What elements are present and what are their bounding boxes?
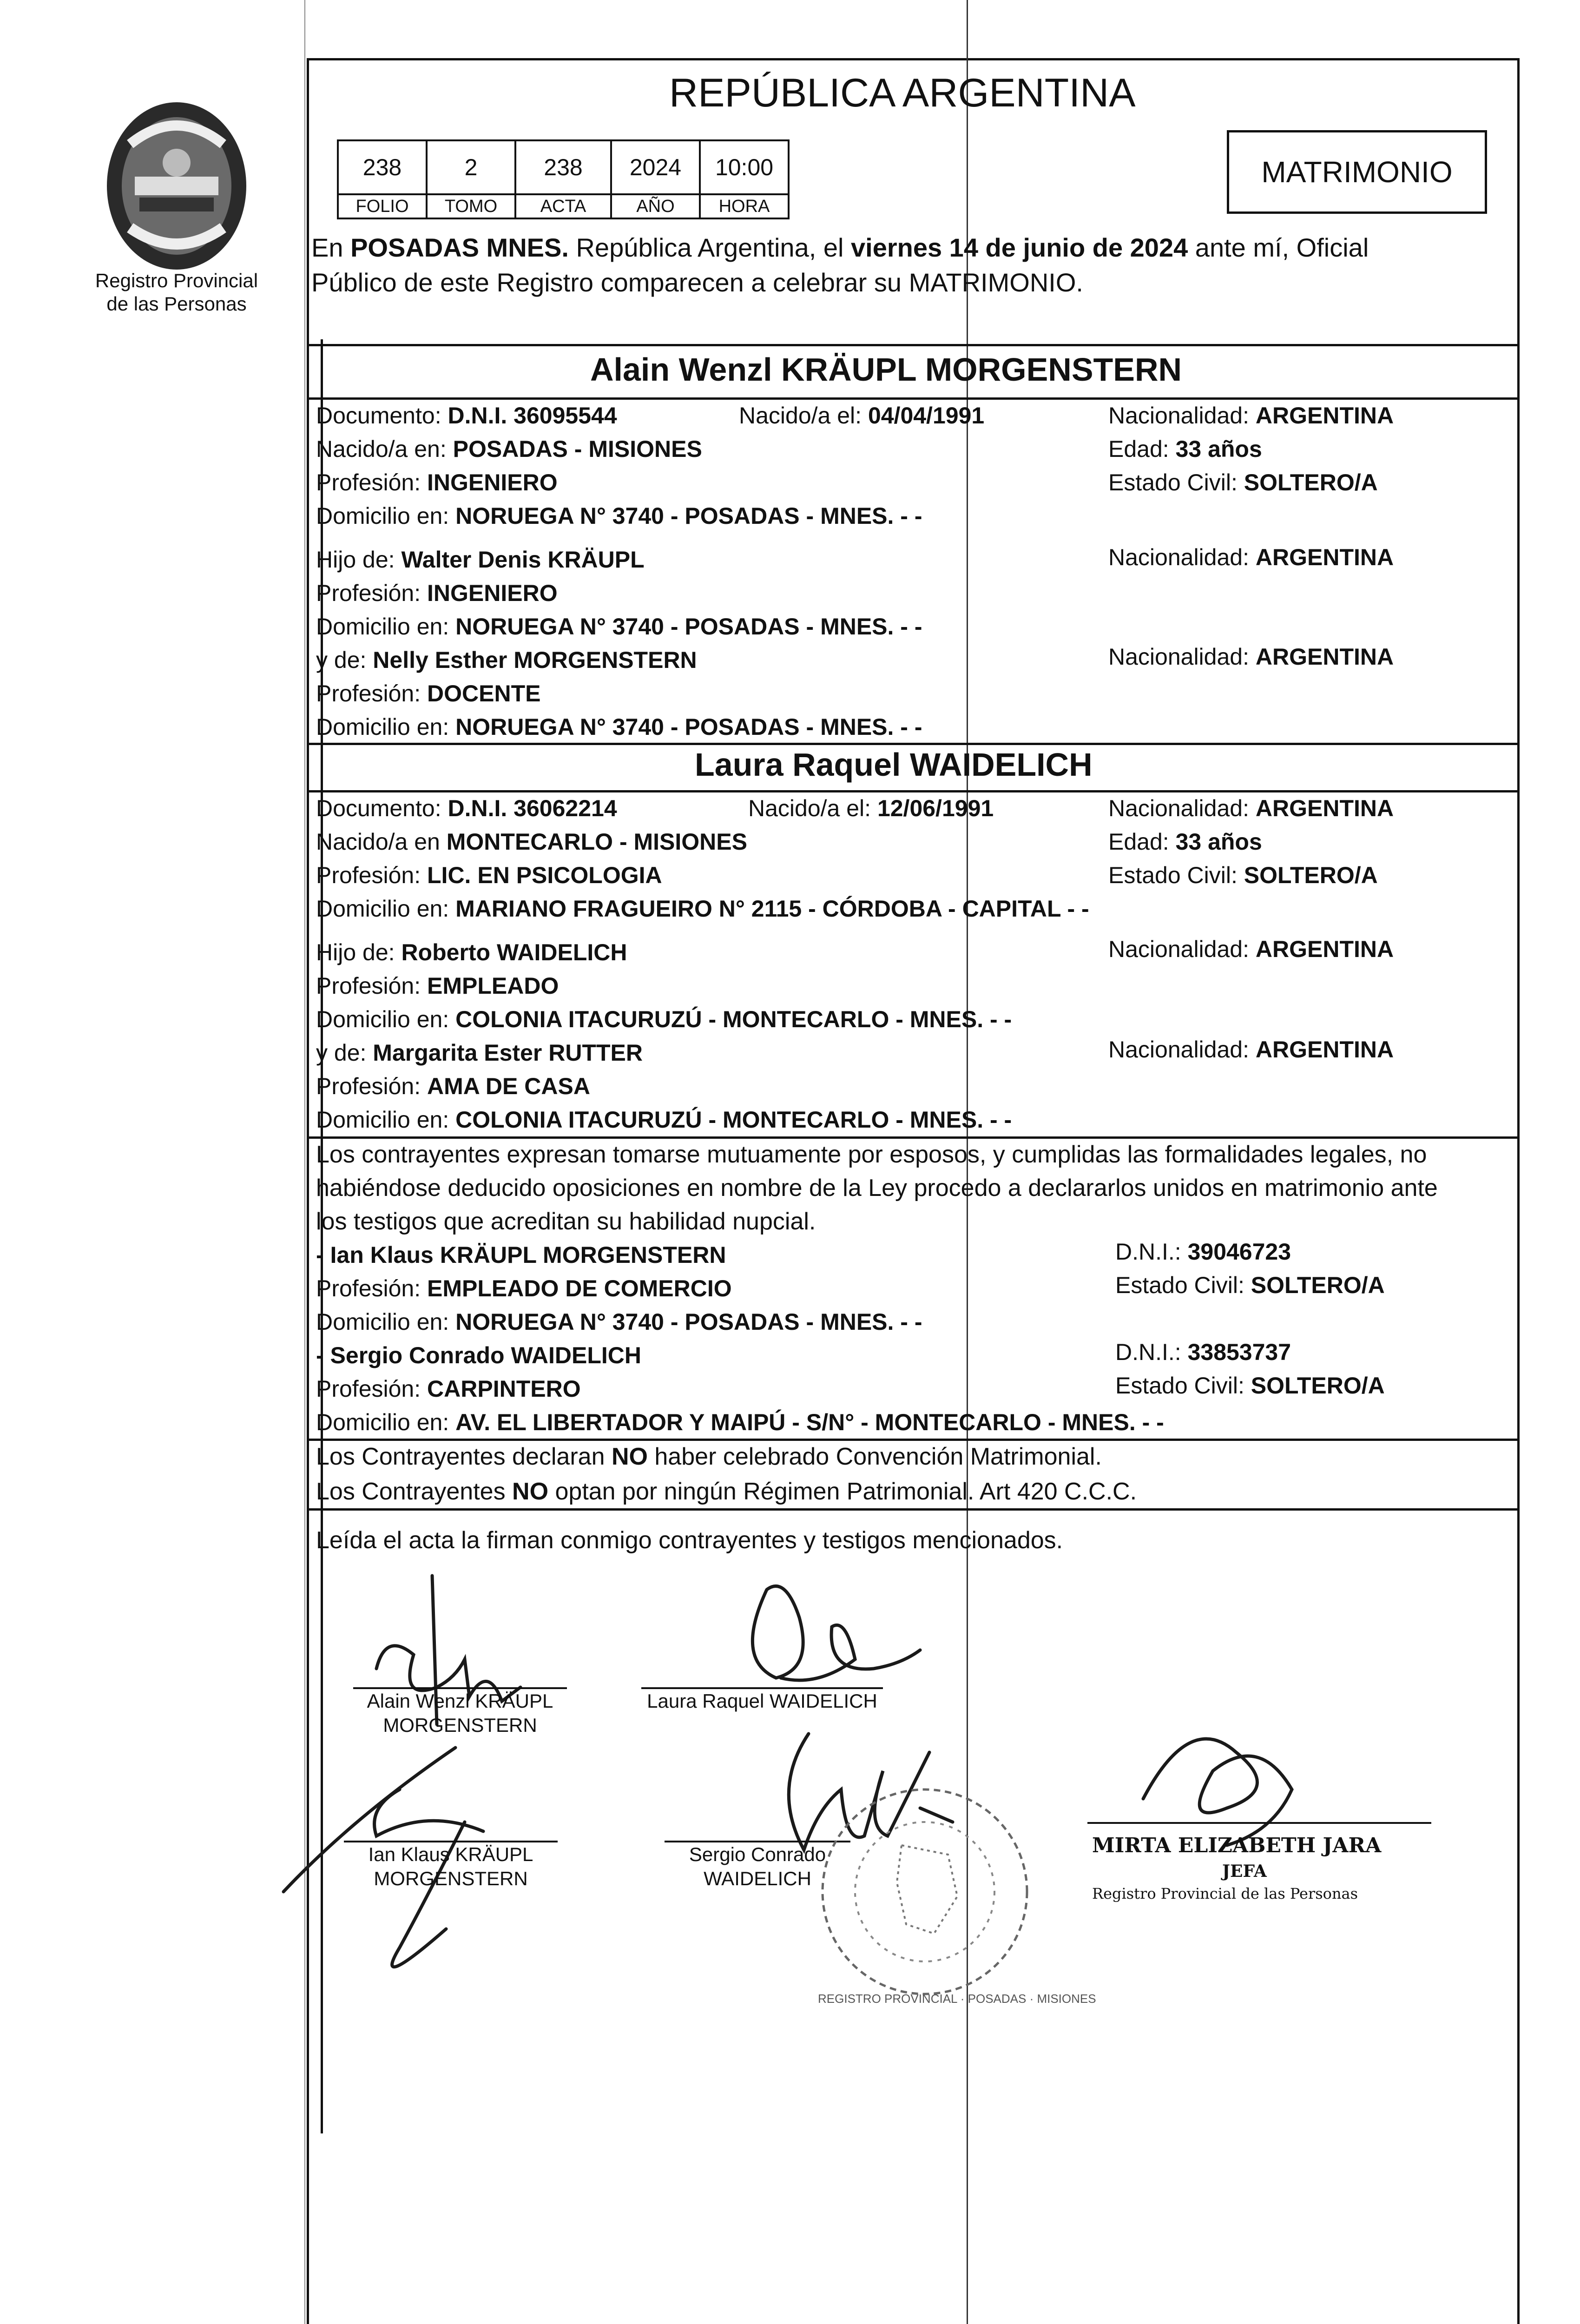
spouse2-father (316, 939, 627, 966)
spouse2-mother-nat-value: ARGENTINA (1255, 1037, 1394, 1063)
spouse2-dom-value: MARIANO FRAGUEIRO N° 2115 - CÓRDOBA - CAPITAL - - (455, 896, 1089, 922)
spouse2-father-prof (316, 972, 559, 999)
official-role: JEFA (1222, 1862, 1267, 1881)
spouse2-doc-value: D.N.I. 36062214 (448, 795, 617, 821)
spouse1-mother-prof-label: Profesión: (316, 680, 428, 706)
convention-l1a: Los Contrayentes declaran (316, 1443, 612, 1470)
spouse2-born-value: 12/06/1991 (877, 795, 994, 821)
spouse2-dom (316, 895, 1089, 922)
divider-convention (307, 1508, 1520, 1511)
spouse2-mother-label: y de: (316, 1040, 373, 1066)
province-seal-icon (79, 88, 274, 274)
spouse2-born (748, 795, 994, 822)
spouse1-father-value: Walter Denis KRÄUPL (401, 547, 645, 573)
spouse1-place-label: Nacido/a en: (316, 436, 453, 462)
spouse2-nat-label: Nacionalidad: (1108, 795, 1256, 821)
logo-line-2: de las Personas (106, 293, 247, 315)
round-stamp-text: REGISTRO PROVINCIAL · POSADAS · MISIONES (818, 1992, 1096, 2006)
spouse1-civil (1108, 469, 1378, 496)
record-value-folio: 238 (337, 139, 428, 195)
spouse2-father-dom-value: COLONIA ITACURUZÚ - MONTECARLO - MNES. - - (455, 1006, 1012, 1032)
witness1-prof-label: Profesión: (316, 1275, 428, 1301)
spouse1-born-label: Nacido/a el: (739, 403, 868, 429)
spouse2-father-nat-label: Nacionalidad: (1108, 936, 1256, 962)
spouse1-mother-dom (316, 713, 922, 740)
sig1-line1: Alain Wenzl KRÄUPL (367, 1690, 553, 1712)
divider-witnesses (307, 1439, 1520, 1441)
spouse2-born-label: Nacido/a el: (748, 795, 877, 821)
spouse2-dom-label: Domicilio en: (316, 896, 456, 922)
witness1-dni (1115, 1238, 1291, 1265)
spouse2-mother (316, 1039, 643, 1066)
spouse2-father-value: Roberto WAIDELICH (401, 939, 627, 965)
spouse1-doc-label: Documento: (316, 403, 448, 429)
witness2-dom (316, 1409, 1164, 1436)
spouse2-age-value: 33 años (1175, 829, 1262, 855)
witness2-dom-value: AV. EL LIBERTADOR Y MAIPÚ - S/N° - MONTECARLO - MNES. - - (455, 1409, 1164, 1435)
spouse1-civil-value: SOLTERO/A (1244, 469, 1378, 495)
witness1-dni-label: D.N.I.: (1115, 1239, 1188, 1265)
record-value-ano: 2024 (610, 139, 701, 195)
spouse1-mother-label: y de: (316, 647, 373, 673)
declaration-line-3: los testigos que acreditan su habilidad nupcial. (316, 1208, 816, 1235)
spouse1-place (316, 436, 702, 462)
spouse1-doc (316, 402, 617, 429)
signature-caption-1 (353, 1687, 567, 1737)
closing-text: Leída el acta la firman conmigo contrayentes y testigos mencionados. (316, 1527, 1063, 1554)
witness2-prof (316, 1375, 581, 1402)
sig4-line2: WAIDELICH (704, 1868, 811, 1889)
spouse2-prof-value: LIC. EN PSICOLOGIA (427, 862, 662, 888)
record-value-acta: 238 (514, 139, 612, 195)
witness2-dni-value: 33853737 (1187, 1339, 1291, 1365)
spouse2-mother-value: Margarita Ester RUTTER (373, 1040, 643, 1066)
record-label-folio: FOLIO (337, 193, 428, 219)
official-stamp-rule (1087, 1822, 1431, 1824)
spouse2-civil-value: SOLTERO/A (1244, 862, 1378, 888)
spouse2-place (316, 828, 747, 855)
witness2-civil-label: Estado Civil: (1115, 1373, 1251, 1399)
intro-place: POSADAS MNES. (350, 233, 569, 262)
spouse2-father-nat-value: ARGENTINA (1255, 936, 1394, 962)
witness1-civil-label: Estado Civil: (1115, 1272, 1251, 1298)
spouse1-prof-value: INGENIERO (427, 469, 558, 495)
spouse1-mother-value: Nelly Esther MORGENSTERN (373, 647, 697, 673)
witness2-name: - Sergio Conrado WAIDELICH (316, 1342, 641, 1368)
witness1-name: - Ian Klaus KRÄUPL MORGENSTERN (316, 1242, 726, 1268)
spouse2-doc-label: Documento: (316, 795, 448, 821)
registry-round-stamp (809, 1776, 1096, 2008)
spouse1-age (1108, 436, 1262, 462)
spouse1-dom-label: Domicilio en: (316, 503, 456, 529)
divider-spouse1-name (307, 397, 1520, 400)
spouse2-father-nat (1108, 936, 1394, 963)
witness2-prof-label: Profesión: (316, 1376, 428, 1402)
spouse2-mother-prof-value: AMA DE CASA (427, 1073, 590, 1099)
spouse2-mother-dom-value: COLONIA ITACURUZÚ - MONTECARLO - MNES. - - (455, 1107, 1012, 1133)
spouse1-prof (316, 469, 558, 496)
spouse2-name: Laura Raquel WAIDELICH (695, 746, 1093, 783)
intro-date: viernes 14 de junio de 2024 (850, 233, 1188, 262)
act-type-box (1227, 130, 1487, 214)
sig3-line2: MORGENSTERN (374, 1868, 528, 1889)
spouse1-nat-value: ARGENTINA (1255, 403, 1394, 429)
spouse2-civil (1108, 862, 1378, 889)
witness1-prof (316, 1275, 732, 1302)
witness1-dom (316, 1308, 922, 1335)
act-type: MATRIMONIO (1261, 155, 1453, 189)
spouse2-nat-value: ARGENTINA (1255, 795, 1394, 821)
divider-intro (307, 344, 1520, 346)
witness2-dom-label: Domicilio en: (316, 1409, 456, 1435)
spouse2-mother-prof (316, 1073, 590, 1100)
spouse1-nat (1108, 402, 1394, 429)
spouse2-place-label: Nacido/a en (316, 829, 447, 855)
spouse2-mother-nat-label: Nacionalidad: (1108, 1037, 1256, 1063)
spouse1-dom (316, 502, 922, 529)
spouse2-father-dom-label: Domicilio en: (316, 1006, 456, 1032)
spouse2-age (1108, 828, 1262, 855)
witness2-civil (1115, 1372, 1385, 1399)
spouse1-mother-prof (316, 680, 540, 707)
spouse1-mother (316, 647, 697, 673)
declaration-line-1: Los contrayentes expresan tomarse mutuamente por esposos, y cumplidas las formalidades legales, no (316, 1141, 1427, 1168)
document-title: REPÚBLICA ARGENTINA (669, 71, 1136, 115)
spouse2-father-prof-label: Profesión: (316, 973, 428, 999)
witness1-prof-value: EMPLEADO DE COMERCIO (427, 1275, 732, 1301)
convention-l2b: NO (512, 1478, 549, 1505)
spouse1-father-label: Hijo de: (316, 547, 402, 573)
spouse1-father-prof-label: Profesión: (316, 580, 428, 606)
spouse1-mother-dom-value: NORUEGA N° 3740 - POSADAS - MNES. - - (455, 714, 922, 740)
divider-spouse2-name (307, 790, 1520, 792)
spouse1-dom-value: NORUEGA N° 3740 - POSADAS - MNES. - - (455, 503, 922, 529)
spouse1-doc-value: D.N.I. 36095544 (448, 403, 617, 429)
spouse1-father-dom-value: NORUEGA N° 3740 - POSADAS - MNES. - - (455, 614, 922, 640)
spouse1-prof-label: Profesión: (316, 469, 428, 495)
spouse2-prof (316, 862, 662, 889)
spouse1-age-value: 33 años (1175, 436, 1262, 462)
official-stamp (1087, 1822, 1459, 1943)
spouse1-mother-nat (1108, 643, 1394, 670)
spouse1-father-nat (1108, 544, 1394, 571)
convention-line-2 (316, 1478, 1137, 1505)
convention-l1c: haber celebrado Convención Matrimonial. (647, 1443, 1102, 1470)
spouse2-doc (316, 795, 617, 822)
convention-line-1 (316, 1443, 1102, 1470)
convention-l1b: NO (611, 1443, 648, 1470)
spouse2-civil-label: Estado Civil: (1108, 862, 1244, 888)
spouse1-father-dom (316, 613, 922, 640)
spouse2-age-label: Edad: (1108, 829, 1176, 855)
convention-l2c: optan por ningún Régimen Patrimonial. Art 420 C.C.C. (548, 1478, 1137, 1505)
spouse1-mother-nat-value: ARGENTINA (1255, 644, 1394, 670)
convention-l2a: Los Contrayentes (316, 1478, 513, 1505)
declaration-line-2: habiéndose deducido oposiciones en nombre de la Ley procedo a declararlos unidos en matrimonio ante (316, 1175, 1438, 1202)
official-name: MIRTA ELIZABETH JARA (1092, 1834, 1382, 1857)
spouse1-born-value: 04/04/1991 (868, 403, 985, 429)
spouse1-father-prof-value: INGENIERO (427, 580, 558, 606)
spouse1-civil-label: Estado Civil: (1108, 469, 1244, 495)
intro-text-e: ante mí, Oficial (1188, 233, 1369, 262)
witness1-dom-value: NORUEGA N° 3740 - POSADAS - MNES. - - (455, 1309, 922, 1335)
witness1-dni-value: 39046723 (1187, 1239, 1291, 1265)
spouse2-prof-label: Profesión: (316, 862, 428, 888)
spouse2-mother-dom-label: Domicilio en: (316, 1107, 456, 1133)
spouse1-nat-label: Nacionalidad: (1108, 403, 1256, 429)
witness2-dni (1115, 1339, 1291, 1366)
round-stamp-icon (809, 1776, 1096, 2008)
spouse1-father-prof (316, 580, 558, 607)
official-office: Registro Provincial de las Personas (1092, 1885, 1358, 1902)
intro-text-c: República Argentina, el (568, 233, 851, 262)
record-label-hora: HORA (699, 193, 790, 219)
sig4-line1: Sergio Conrado (689, 1843, 826, 1865)
spouse1-name: Alain Wenzl KRÄUPL MORGENSTERN (590, 351, 1182, 388)
witness2-civil-value: SOLTERO/A (1251, 1373, 1385, 1399)
spouse1-father-nat-label: Nacionalidad: (1108, 544, 1256, 570)
spouse1-age-label: Edad: (1108, 436, 1176, 462)
registry-logo (79, 88, 274, 321)
spouse2-father-dom (316, 1006, 1012, 1033)
spouse1-mother-prof-value: DOCENTE (427, 680, 541, 706)
sig3-line1: Ian Klaus KRÄUPL (368, 1843, 533, 1865)
spouse1-mother-dom-label: Domicilio en: (316, 714, 456, 740)
record-label-ano: AÑO (610, 193, 701, 219)
spouse1-born (739, 402, 984, 429)
record-value-hora: 10:00 (699, 139, 790, 195)
record-label-tomo: TOMO (426, 193, 516, 219)
logo-line-1: Registro Provincial (95, 270, 258, 291)
witness2-dni-label: D.N.I.: (1115, 1339, 1188, 1365)
spouse1-mother-nat-label: Nacionalidad: (1108, 644, 1256, 670)
spouse1-father (316, 546, 645, 573)
witness2-prof-value: CARPINTERO (427, 1376, 581, 1402)
spouse2-mother-prof-label: Profesión: (316, 1073, 428, 1099)
intro-text-a: En (311, 233, 351, 262)
divider-spouse2 (307, 1136, 1520, 1139)
witness1-dom-label: Domicilio en: (316, 1309, 456, 1335)
spouse2-nat (1108, 795, 1394, 822)
sig2-line1: Laura Raquel WAIDELICH (647, 1690, 877, 1712)
spouse2-mother-nat (1108, 1036, 1394, 1063)
witness1-civil-value: SOLTERO/A (1251, 1272, 1385, 1298)
divider-spouse1 (307, 743, 1520, 745)
intro-line-1 (311, 232, 1369, 263)
signature-caption-2 (641, 1687, 883, 1713)
spouse1-father-dom-label: Domicilio en: (316, 614, 456, 640)
spouse2-father-prof-value: EMPLEADO (427, 973, 559, 999)
record-value-tomo: 2 (426, 139, 516, 195)
witness1-civil (1115, 1272, 1385, 1299)
signature-caption-3 (344, 1841, 558, 1891)
record-label-acta: ACTA (514, 193, 612, 219)
spouse1-father-nat-value: ARGENTINA (1255, 544, 1394, 570)
spouse2-place-value: MONTECARLO - MISIONES (446, 829, 747, 855)
spouse2-father-label: Hijo de: (316, 939, 402, 965)
intro-line-2: Público de este Registro comparecen a celebrar su MATRIMONIO. (311, 268, 1083, 297)
spouse2-mother-dom (316, 1106, 1012, 1133)
sig1-line2: MORGENSTERN (383, 1714, 537, 1736)
spouse1-place-value: POSADAS - MISIONES (453, 436, 702, 462)
